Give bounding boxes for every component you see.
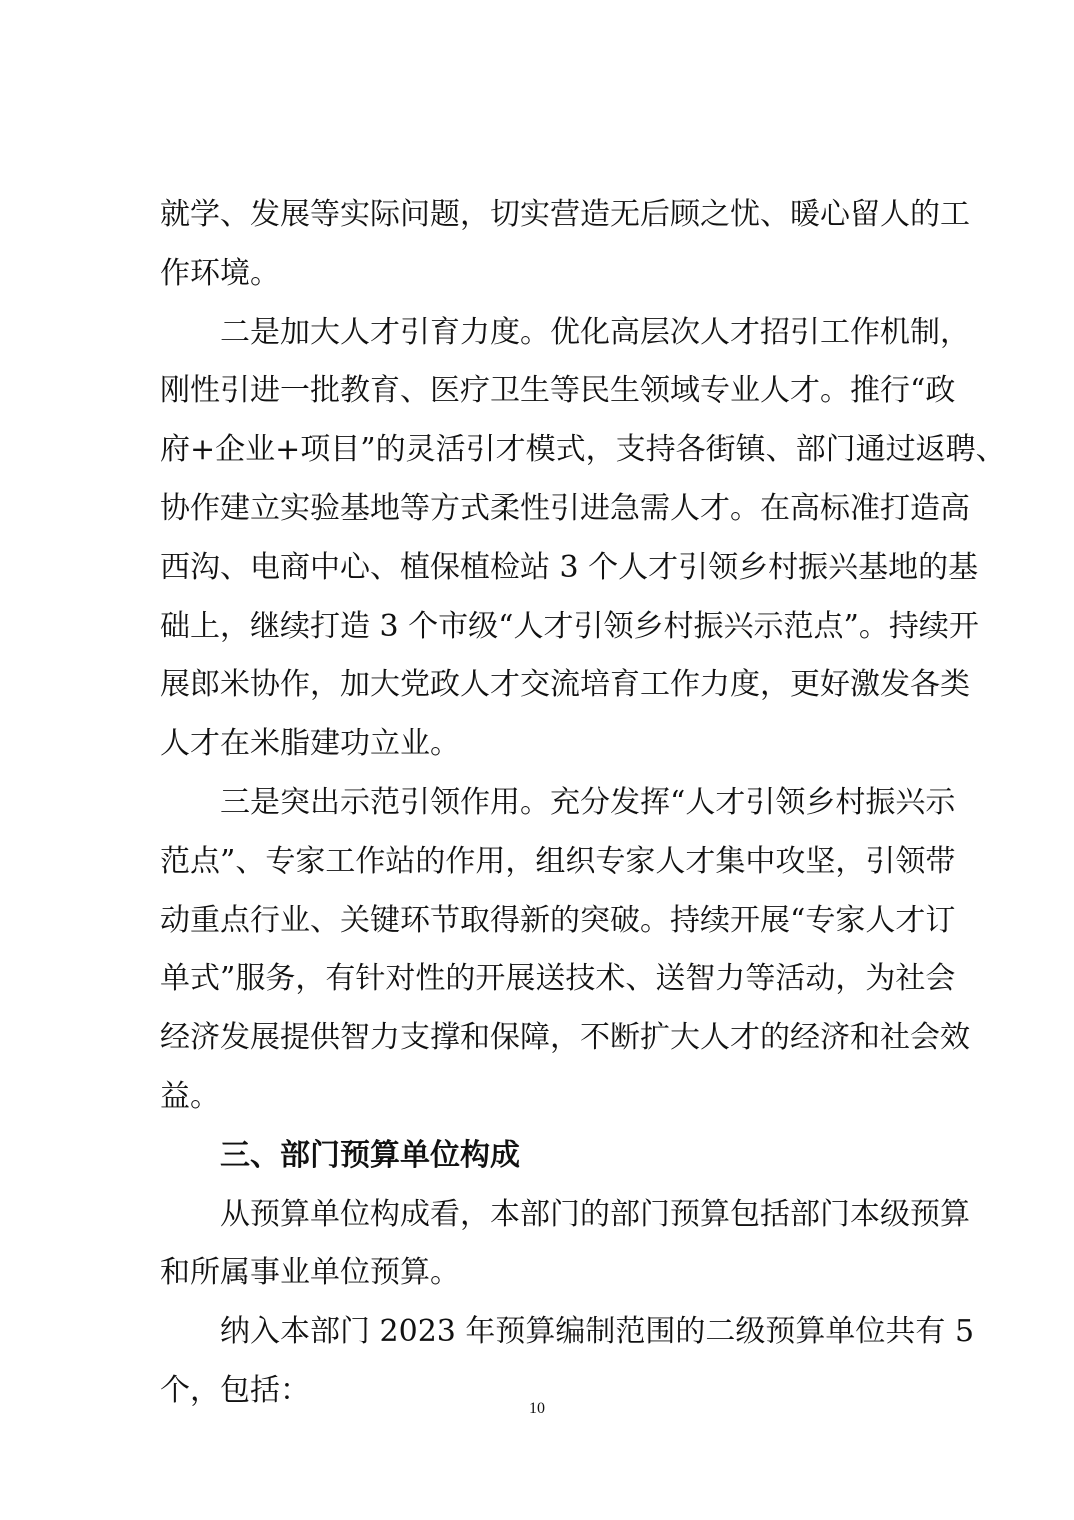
paragraph-work-environment: [160, 186, 970, 304]
text-line: 府+企业+项目”的灵活引才模式，支持各街镇、部门通过返聘、: [160, 432, 1006, 468]
page-number: 10: [529, 1400, 545, 1417]
text-line: 二是加大人才引育力度。优化高层次人才招引工作机制，: [220, 314, 970, 350]
text-line: 西沟、电商中心、植保植检站 3 个人才引领乡村振兴基地的基: [160, 549, 979, 585]
text-line: 经济发展提供智力支撑和保障，不断扩大人才的经济和社会效: [160, 1020, 970, 1056]
paragraph-talent-recruitment: [160, 304, 1006, 774]
text-line: 刚性引进一批教育、医疗卫生等民生领域专业人才。推行“政: [160, 373, 956, 409]
text-line: 纳入本部门 2023 年预算编制范围的二级预算单位共有 5: [220, 1314, 975, 1350]
text-line: 三是突出示范引领作用。充分发挥“人才引领乡村振兴示: [220, 784, 956, 820]
text-line: 益。: [160, 1078, 220, 1114]
text-line: 从预算单位构成看，本部门的部门预算包括部门本级预算: [220, 1196, 970, 1232]
text-line: 协作建立实验基地等方式柔性引进急需人才。在高标准打造高: [160, 490, 970, 526]
text-line: 人才在米脂建功立业。: [160, 726, 460, 762]
text-line: 动重点行业、关键环节取得新的突破。持续开展“专家人才订: [160, 902, 956, 938]
text-line: 础上，继续打造 3 个市级“人才引领乡村振兴示范点”。持续开: [160, 608, 979, 644]
text-line: 个，包括：: [160, 1372, 310, 1408]
text-line: 范点”、专家工作站的作用，组织专家人才集中攻坚，引领带: [160, 843, 956, 879]
paragraph-budget-composition: [160, 1186, 970, 1304]
section-heading: 三、部门预算单位构成: [220, 1137, 520, 1173]
text-line: 作环境。: [160, 255, 280, 291]
text-line: 就学、发展等实际问题，切实营造无后顾之忧、暖心留人的工: [160, 197, 970, 232]
text-line: 单式”服务，有针对性的开展送技术、送智力等活动，为社会: [160, 961, 956, 997]
body-text: [160, 186, 1006, 1421]
text-line: 展郎米协作，加大党政人才交流培育工作力度，更好激发各类: [160, 667, 970, 703]
text-line: 和所属事业单位预算。: [160, 1255, 460, 1291]
paragraph-demonstration-role: [160, 774, 970, 1127]
